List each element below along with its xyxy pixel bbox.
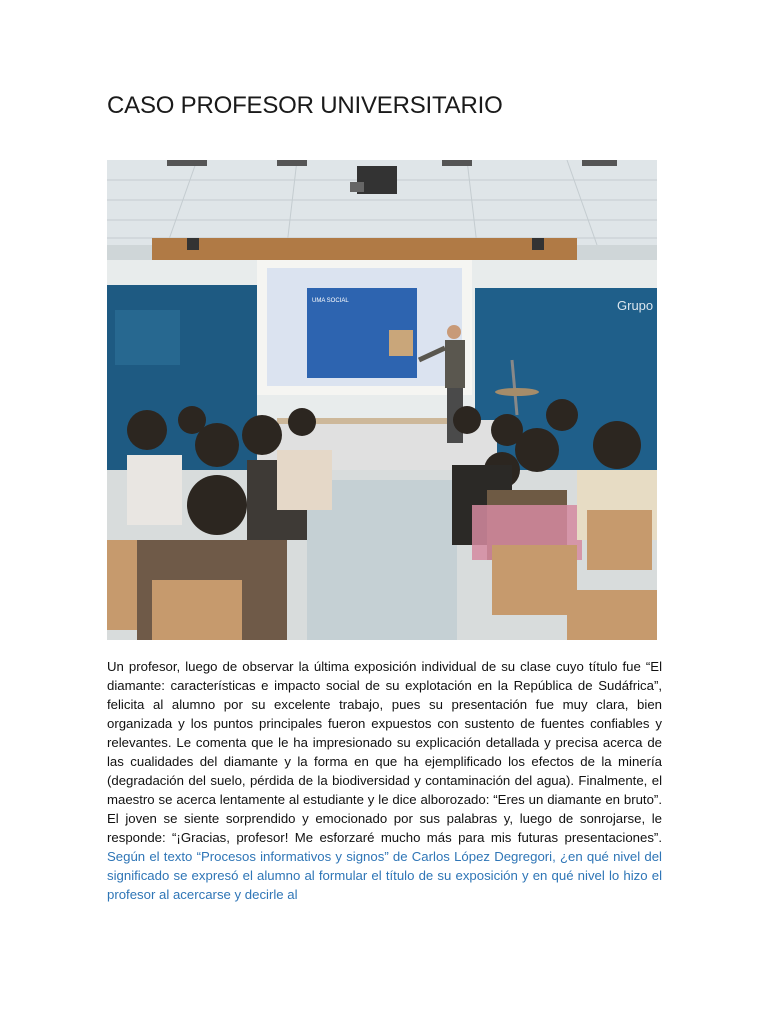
page-title: CASO PROFESOR UNIVERSITARIO: [107, 92, 503, 119]
classroom-photo: [107, 160, 657, 640]
case-question: Según el texto “Procesos informativos y signos” de Carlos López Degregori, ¿en qué nivel del significado se expresó el alumno al formular el título de su exposición y en qué nivel lo hizo el profesor al acercarse y decirle al: [107, 849, 662, 902]
wall-logo-text: Grupo: [617, 298, 654, 313]
case-narrative: Un profesor, luego de observar la última exposición individual de su clase cuyo título fue “El diamante: características e impacto social de su explotación en la República de Sudáfrica”, felicita al alumno por su excelente trabajo, pues su presentación fue muy clara, bien organizada y los puntos principales fueron expuestos con sustento de fuentes confiables y relevantes. Le comenta que le ha impresionado su explicación detallada y precisa acerca de las cualidades del diamante y la forma en que ha ejemplificado los efectos de la minería (degradación del suelo, pérdida de la biodiversidad y contaminación del agua). Finalmente, el maestro se acerca lentamente al estudiante y le dice alborozado: “Eres un diamante en bruto”. El joven se siente sorprendido y emocionado por sus palabras y, luego de sonrojarse, le responde: “¡Gracias, profesor! Me esforzaré mucho más para mis futuras presentaciones”.: [107, 659, 662, 845]
slide-heading: UMA SOCIAL: [312, 298, 349, 304]
case-description: [107, 657, 662, 904]
